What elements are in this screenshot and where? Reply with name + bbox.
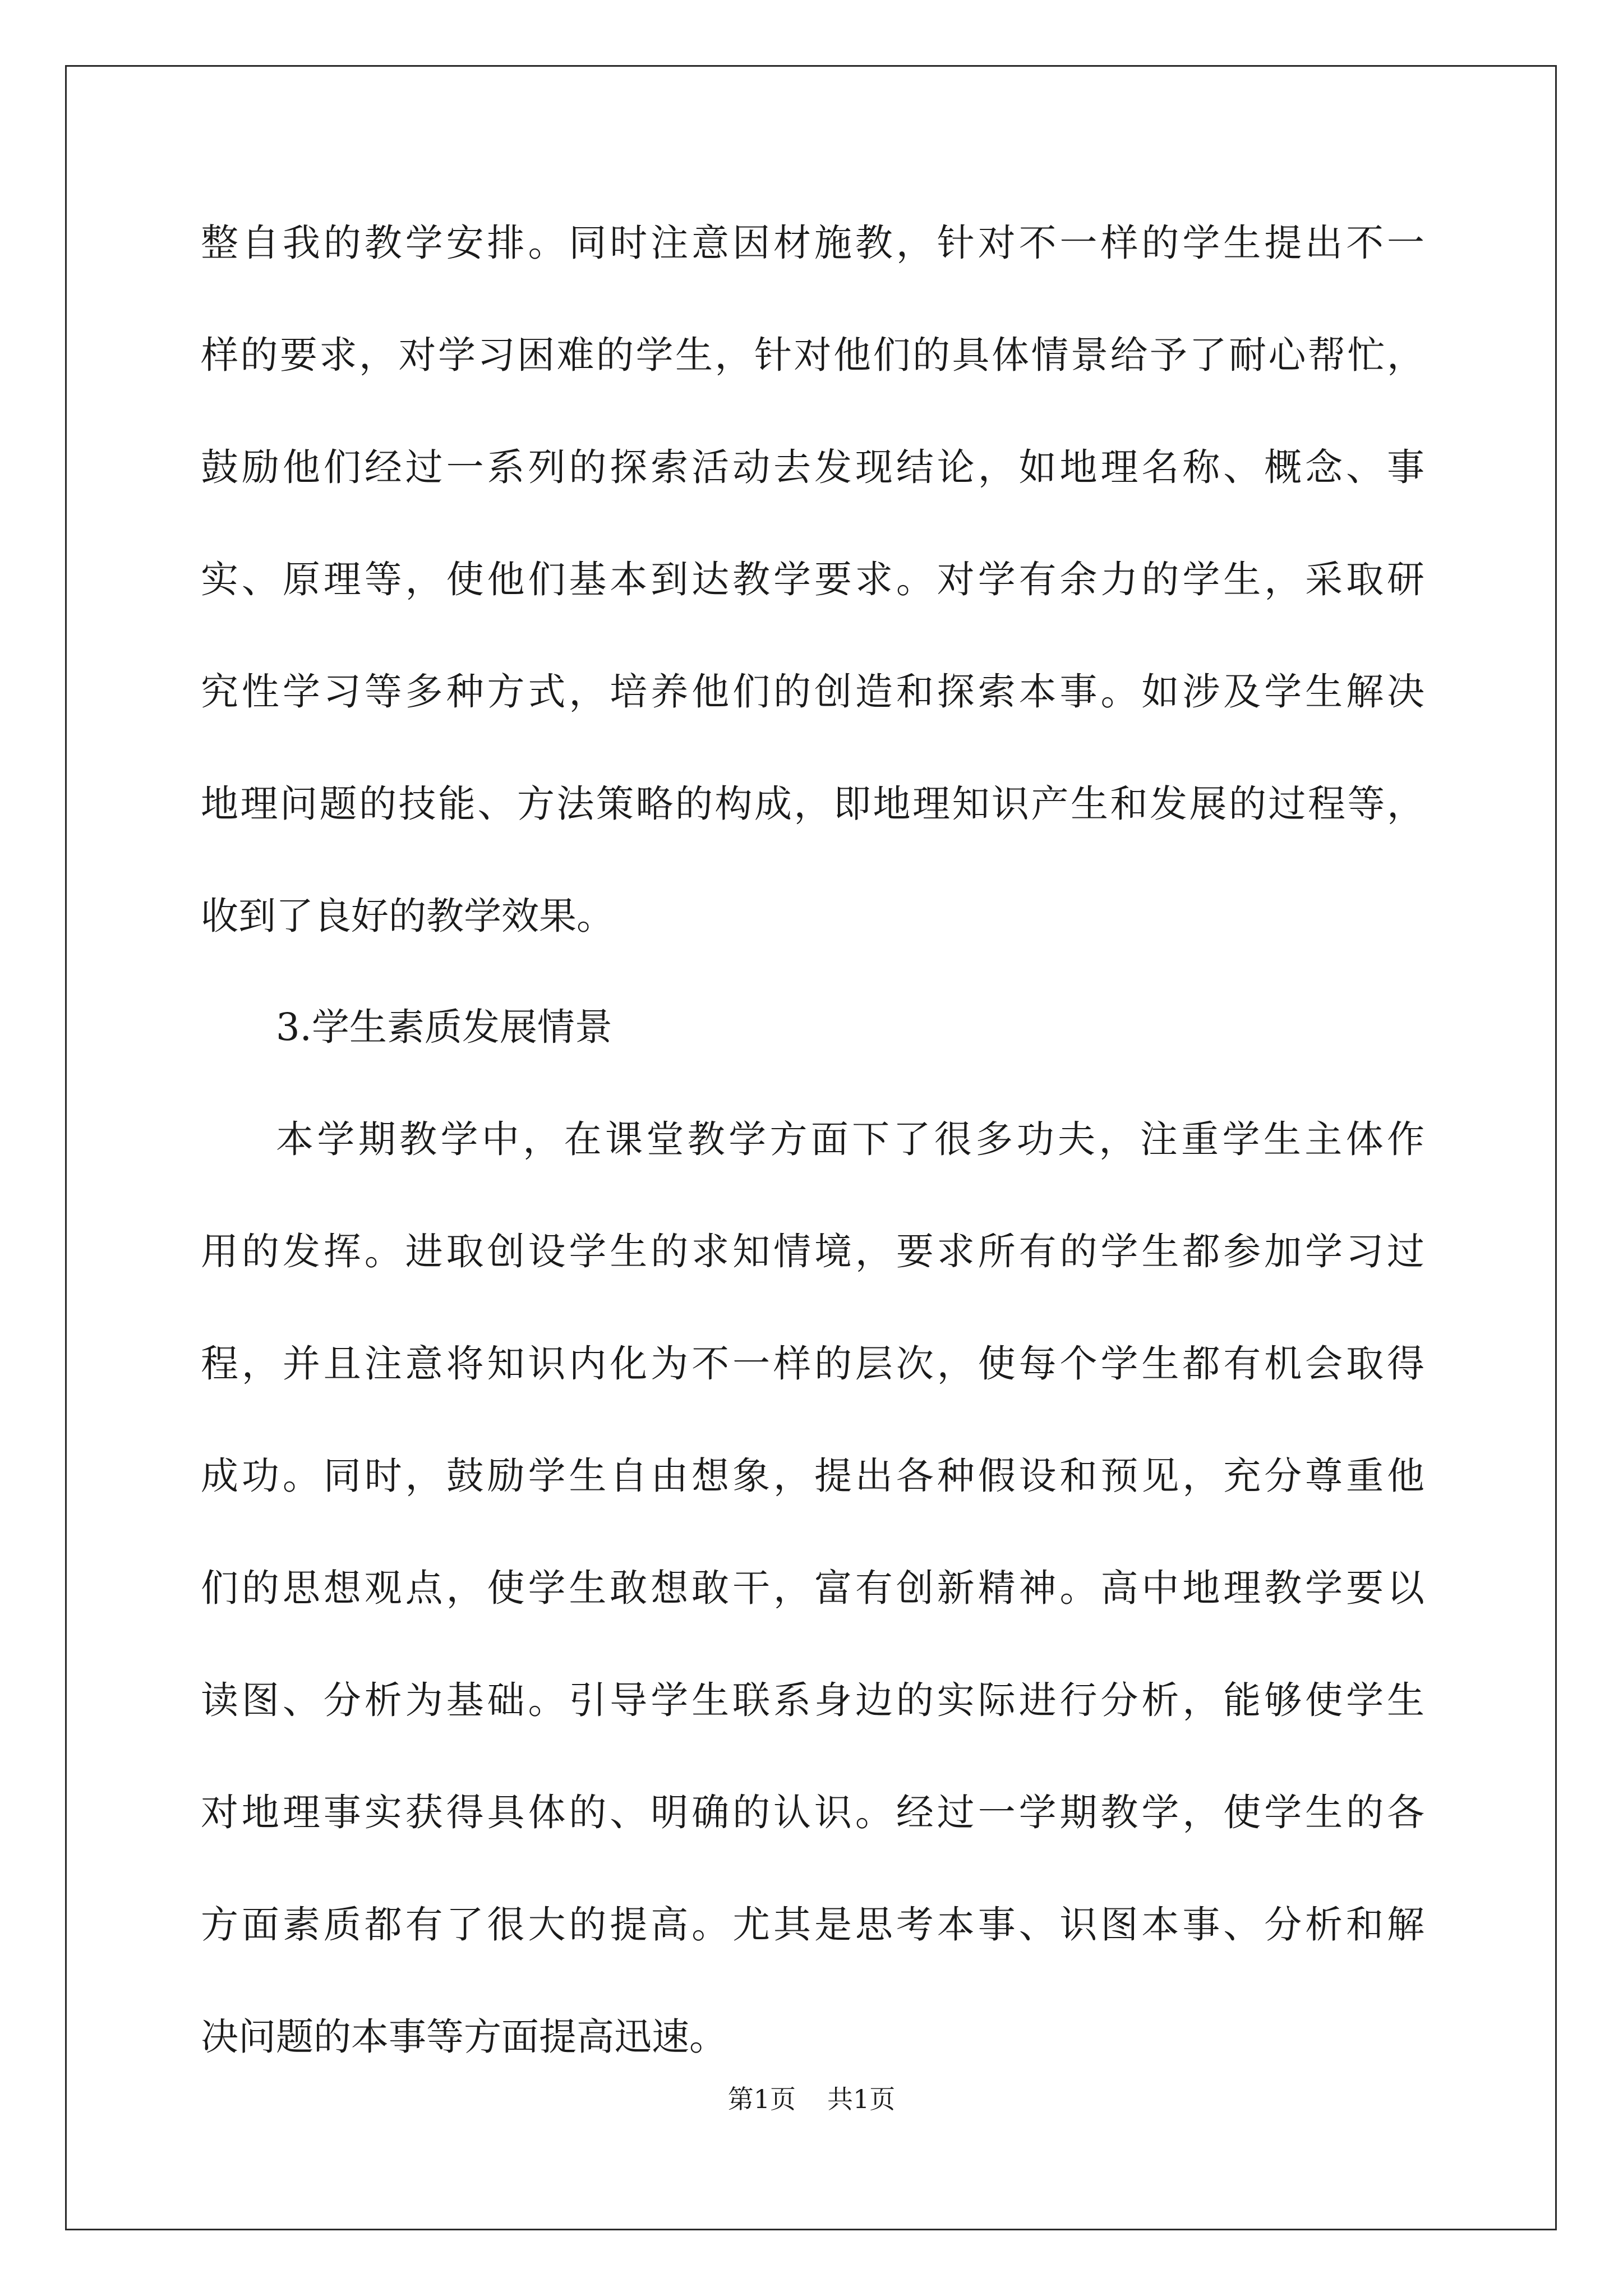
paragraph-line: 对地理事实获得具体的、明确的认识。经过一学期教学，使学生的各 [201,1791,1424,1834]
paragraph-line: 样的要求，对学习困难的学生，针对他们的具体情景给予了耐心帮忙， [201,333,1424,377]
paragraph-line: 程，并且注意将知识内化为不一样的层次，使每个学生都有机会取得 [201,1342,1424,1386]
paragraph-line: 实、原理等，使他们基本到达教学要求。对学有余力的学生，采取研 [201,558,1424,601]
paragraph-line: 们的思想观点，使学生敢想敢干，富有创新精神。高中地理教学要以 [201,1566,1424,1610]
paragraph-line: 本学期教学中，在课堂教学方面下了很多功夫，注重学生主体作 [276,1117,1424,1161]
page-footer [0,2082,1623,2116]
paragraph-line: 鼓励他们经过一系列的探索活动去发现结论，如地理名称、概念、事 [201,445,1424,489]
paragraph-line: 决问题的本事等方面提高迅速。 [201,2015,727,2059]
paragraph-line: 究性学习等多种方式，培养他们的创造和探索本事。如涉及学生解决 [201,670,1424,714]
page-number: 第1页 [727,2084,796,2114]
section-heading: 3.学生素质发展情景 [276,1005,612,1049]
paragraph-line: 用的发挥。进取创设学生的求知情境，要求所有的学生都参加学习过 [201,1230,1424,1273]
paragraph-line: 方面素质都有了很大的提高。尤其是思考本事、识图本事、分析和解 [201,1903,1424,1947]
paragraph-line: 读图、分析为基础。引导学生联系身边的实际进行分析，能够使学生 [201,1678,1424,1722]
page-total: 共1页 [827,2084,896,2114]
paragraph-line: 成功。同时，鼓励学生自由想象，提出各种假设和预见，充分尊重他 [201,1454,1424,1498]
paragraph-line: 地理问题的技能、方法策略的构成，即地理知识产生和发展的过程等， [201,782,1424,826]
paragraph-line: 收到了良好的教学效果。 [201,894,614,938]
paragraph-line: 整自我的教学安排。同时注意因材施教，针对不一样的学生提出不一 [201,221,1424,265]
